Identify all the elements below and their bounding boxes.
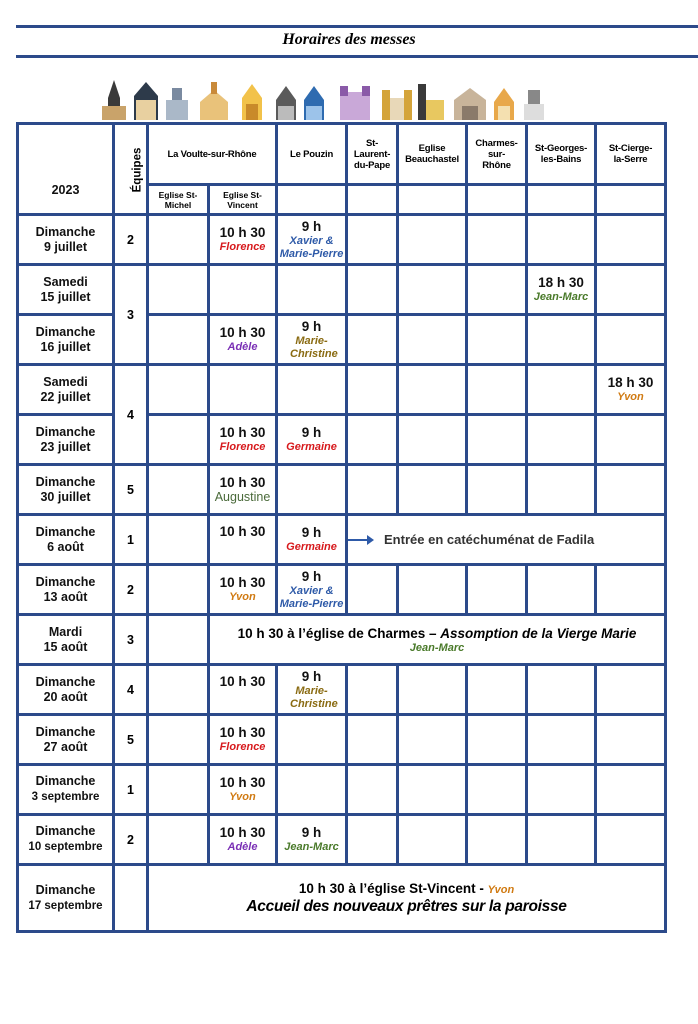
table-cell — [398, 715, 467, 765]
cell-text: Dimanche — [35, 324, 96, 339]
cell-text: Dimanche — [35, 474, 96, 489]
table-row — [18, 215, 666, 265]
table-row — [18, 515, 666, 565]
cell-text: Jean-Marc — [409, 641, 465, 654]
schedule-table — [16, 122, 667, 933]
cell-text: 10 h 30 — [219, 475, 266, 490]
cell-text: 10 h 30 — [219, 325, 266, 340]
cell-text: Dimanche — [35, 724, 96, 739]
table-cell — [596, 315, 666, 365]
table-cell — [209, 565, 277, 615]
cell-text: Yvon — [617, 391, 644, 403]
col-stcierge: St-Cierge-la-Serre — [596, 124, 666, 185]
church-icon-12 — [494, 88, 514, 120]
table-cell — [398, 185, 467, 215]
cell-text: 9 h — [301, 568, 322, 584]
top-rule — [16, 25, 698, 28]
cell-text: Marie-Christine — [290, 334, 338, 360]
cell-text: 15 juillet — [40, 289, 91, 304]
cell-text: 3 septembre — [31, 791, 100, 803]
cell-text: 13 août — [43, 589, 88, 604]
table-cell — [277, 185, 347, 215]
cell-text: 15 août — [43, 639, 88, 654]
table-cell: 1 — [114, 765, 148, 815]
double-arrow-icon — [347, 534, 375, 546]
table-cell — [18, 665, 114, 715]
table-cell — [18, 565, 114, 615]
table-cell — [398, 765, 467, 815]
church-icon-6 — [276, 86, 296, 120]
table-cell — [347, 565, 398, 615]
table-cell — [148, 415, 209, 465]
cell-text: Marie-Christine — [290, 684, 338, 710]
cell-text: Adèle — [227, 841, 258, 853]
cell-text: Dimanche — [35, 224, 96, 239]
cell-text: Dimanche — [35, 674, 96, 689]
church-icon-3 — [166, 88, 188, 120]
table-cell — [398, 415, 467, 465]
cell-text: Yvon — [229, 791, 256, 803]
cell-text: Dimanche — [35, 574, 96, 589]
cell-text: 10 h 30 — [219, 825, 266, 840]
table-cell — [398, 315, 467, 365]
cell-text: 9 h — [301, 318, 322, 334]
table-cell — [148, 665, 209, 715]
cell-text: Dimanche — [35, 774, 96, 788]
table-cell: 3 — [114, 265, 148, 365]
table-row — [18, 565, 666, 615]
table-cell — [527, 215, 596, 265]
cell-text: 10 h 30 — [219, 674, 266, 689]
table-cell — [18, 715, 114, 765]
table-row — [18, 615, 666, 665]
table-cell — [148, 765, 209, 815]
table-cell — [398, 365, 467, 415]
cell-text: 2023 — [51, 183, 80, 197]
table-cell: 5 — [114, 715, 148, 765]
table-cell — [347, 215, 398, 265]
cell-text: 22 juillet — [40, 389, 91, 404]
table-cell — [347, 715, 398, 765]
col-voulte: La Voulte-sur-Rhône — [148, 124, 277, 185]
table-cell — [527, 265, 596, 315]
table-cell: 2 — [114, 565, 148, 615]
table-cell — [467, 415, 527, 465]
page-title: Horaires des messes — [282, 31, 416, 48]
table-cell — [18, 865, 114, 932]
cell-text: 17 septembre — [28, 899, 103, 912]
table-cell — [209, 365, 277, 415]
table-cell — [467, 215, 527, 265]
table-cell — [148, 615, 209, 665]
cell-text: Florence — [219, 741, 266, 753]
table-cell — [148, 365, 209, 415]
table-cell — [467, 715, 527, 765]
table-cell — [596, 415, 666, 465]
church-icon-2 — [134, 82, 158, 120]
table-cell — [467, 465, 527, 515]
table-cell — [347, 315, 398, 365]
cell-text: Germaine — [286, 541, 337, 553]
cell-text: 9 h — [301, 668, 322, 684]
table-cell — [209, 315, 277, 365]
title-rule — [16, 55, 698, 58]
church-icon-8 — [340, 86, 370, 120]
table-cell — [277, 215, 347, 265]
table-cell — [18, 615, 114, 665]
cell-text: Samedi — [43, 374, 88, 389]
table-cell — [527, 665, 596, 715]
cell-text: Assomption de la Vierge Marie — [440, 625, 637, 641]
cell-text: Germaine — [286, 441, 337, 453]
church-icon-7 — [304, 86, 324, 120]
table-cell — [277, 315, 347, 365]
table-cell: 1 — [114, 515, 148, 565]
table-cell — [467, 565, 527, 615]
cell-text: Mardi — [48, 624, 83, 639]
table-cell — [398, 265, 467, 315]
table-cell — [148, 215, 209, 265]
table-cell — [209, 465, 277, 515]
cell-text: 18 h 30 — [538, 275, 584, 290]
table-row — [18, 265, 666, 315]
special-accueil — [148, 865, 666, 932]
table-cell — [398, 815, 467, 865]
table-row — [18, 715, 666, 765]
table-cell — [467, 765, 527, 815]
table-cell — [467, 315, 527, 365]
cell-text: 27 août — [43, 739, 88, 754]
table-cell — [148, 815, 209, 865]
cell-text: Dimanche — [35, 424, 96, 439]
col-stgeorges: St-Georges-les-Bains — [527, 124, 596, 185]
table-cell: 5 — [114, 465, 148, 515]
table-cell — [277, 265, 347, 315]
cell-text: 23 juillet — [40, 439, 91, 454]
table-cell — [148, 265, 209, 315]
cell-text: 9 juillet — [43, 239, 88, 254]
table-cell — [467, 665, 527, 715]
table-row — [18, 365, 666, 415]
table-cell — [347, 815, 398, 865]
cell-text: Équipes — [131, 147, 144, 193]
table-cell — [527, 715, 596, 765]
table-cell — [114, 865, 148, 932]
cell-text: Adèle — [227, 341, 258, 353]
table-cell — [398, 665, 467, 715]
table-cell — [596, 765, 666, 815]
table-cell: 2 — [114, 815, 148, 865]
table-cell — [347, 365, 398, 415]
church-icon-4 — [200, 82, 228, 120]
table-cell — [18, 515, 114, 565]
table-cell — [467, 265, 527, 315]
cell-text: Yvon — [229, 591, 256, 603]
table-cell — [148, 565, 209, 615]
table-cell — [596, 265, 666, 315]
table-cell — [18, 215, 114, 265]
table-cell: 4 — [114, 365, 148, 465]
table-cell — [527, 415, 596, 465]
table-cell — [527, 185, 596, 215]
cell-text: 10 h 30 à l’église St-Vincent - — [298, 881, 484, 896]
cell-text: Florence — [219, 241, 266, 253]
event-cell — [347, 515, 666, 565]
year-header — [18, 124, 114, 215]
table-cell — [18, 465, 114, 515]
table-cell — [209, 515, 277, 565]
table-cell — [18, 365, 114, 415]
table-row — [18, 665, 666, 715]
table-cell — [596, 185, 666, 215]
table-cell — [398, 465, 467, 515]
table-cell — [277, 565, 347, 615]
cell-text: Entrée en catéchuménat de Fadila — [384, 531, 595, 547]
table-cell: 2 — [114, 215, 148, 265]
cell-text: 10 h 30 — [219, 575, 266, 590]
table-row — [18, 465, 666, 515]
table-cell — [148, 315, 209, 365]
table-cell — [347, 415, 398, 465]
cell-text: 10 h 30 — [219, 524, 266, 539]
cell-text: Xavier & Marie-Pierre — [279, 584, 344, 610]
table-cell — [467, 185, 527, 215]
churches-illustration — [100, 76, 560, 122]
church-icon-13 — [524, 90, 544, 120]
cell-text: 10 h 30 — [219, 725, 266, 740]
cell-text: Jean-Marc — [284, 841, 339, 853]
table-cell — [277, 365, 347, 415]
cell-text: – — [429, 625, 437, 641]
col-pouzin: Le Pouzin — [277, 124, 347, 185]
table-cell — [209, 815, 277, 865]
table-cell — [18, 265, 114, 315]
cell-text: 6 août — [47, 539, 84, 554]
table-cell — [347, 265, 398, 315]
special-assomption — [209, 615, 666, 665]
table-cell — [596, 815, 666, 865]
table-cell — [18, 815, 114, 865]
cell-text: 20 août — [43, 689, 88, 704]
table-cell — [467, 815, 527, 865]
table-cell — [527, 765, 596, 815]
table-cell — [527, 465, 596, 515]
cell-text: Florence — [219, 441, 266, 453]
col-stlaurent: St-Laurent-du-Pape — [347, 124, 398, 185]
table-cell — [277, 665, 347, 715]
table-cell — [596, 565, 666, 615]
col-charmes: Charmes-sur-Rhône — [467, 124, 527, 185]
cell-text: 10 septembre — [28, 841, 103, 853]
table-row — [18, 765, 666, 815]
cell-text: Yvon — [487, 884, 515, 896]
cell-text: 16 juillet — [40, 339, 91, 354]
cell-text: 18 h 30 — [607, 375, 654, 390]
cell-text: Xavier & Marie-Pierre — [279, 234, 344, 260]
table-cell — [148, 465, 209, 515]
table-cell — [527, 315, 596, 365]
table-cell — [209, 415, 277, 465]
table-cell — [596, 215, 666, 265]
cell-text: Dimanche — [35, 824, 96, 838]
table-cell — [527, 565, 596, 615]
teams-header — [114, 124, 148, 215]
cell-text: Dimanche — [35, 882, 96, 897]
table-cell — [277, 465, 347, 515]
table-cell — [209, 765, 277, 815]
cell-text: Dimanche — [35, 524, 96, 539]
cell-text: 9 h — [301, 218, 322, 234]
table-cell — [596, 465, 666, 515]
table-cell — [347, 765, 398, 815]
header-row — [18, 124, 666, 185]
church-icon-5 — [242, 84, 262, 120]
table-cell — [347, 665, 398, 715]
sub-stvincent: Eglise St-Vincent — [209, 185, 277, 215]
table-cell — [347, 185, 398, 215]
table-cell — [527, 815, 596, 865]
cell-text: Augustine — [214, 490, 271, 504]
cell-text: Accueil des nouveaux prêtres sur la paroisse — [246, 898, 567, 915]
table-cell — [467, 365, 527, 415]
church-icon-1 — [102, 80, 126, 120]
table-cell — [347, 465, 398, 515]
table-row — [18, 815, 666, 865]
table-cell: 4 — [114, 665, 148, 715]
cell-text: Samedi — [43, 274, 88, 289]
church-icon-10 — [418, 84, 444, 120]
table-cell — [18, 315, 114, 365]
table-cell — [209, 215, 277, 265]
table-cell — [277, 515, 347, 565]
table-row — [18, 865, 666, 932]
table-cell — [398, 215, 467, 265]
cell-text: 9 h — [301, 525, 322, 540]
cell-text: 30 juillet — [40, 489, 91, 504]
cell-text: 10 h 30 — [219, 225, 266, 240]
cell-text: 10 h 30 à l’église de Charmes — [237, 625, 426, 641]
table-cell — [18, 765, 114, 815]
table-cell: 3 — [114, 615, 148, 665]
table-cell — [527, 365, 596, 415]
table-cell — [596, 715, 666, 765]
cell-text: 9 h — [301, 825, 322, 840]
table-cell — [148, 715, 209, 765]
table-cell — [277, 415, 347, 465]
table-cell — [209, 715, 277, 765]
table-cell — [277, 815, 347, 865]
col-beauchastel: Eglise Beauchastel — [398, 124, 467, 185]
church-icon-9 — [382, 90, 412, 120]
table-cell — [398, 565, 467, 615]
table-cell — [18, 415, 114, 465]
table-cell — [596, 365, 666, 415]
table-cell — [277, 715, 347, 765]
table-cell — [209, 665, 277, 715]
sub-stmichel: Eglise St-Michel — [148, 185, 209, 215]
cell-text: 10 h 30 — [219, 775, 266, 790]
table-cell — [277, 765, 347, 815]
table-cell — [209, 265, 277, 315]
table-cell — [596, 665, 666, 715]
cell-text: 9 h — [301, 425, 322, 440]
church-icon-11 — [454, 88, 486, 120]
cell-text: Jean-Marc — [533, 291, 589, 303]
table-cell — [148, 515, 209, 565]
cell-text: 10 h 30 — [219, 425, 266, 440]
